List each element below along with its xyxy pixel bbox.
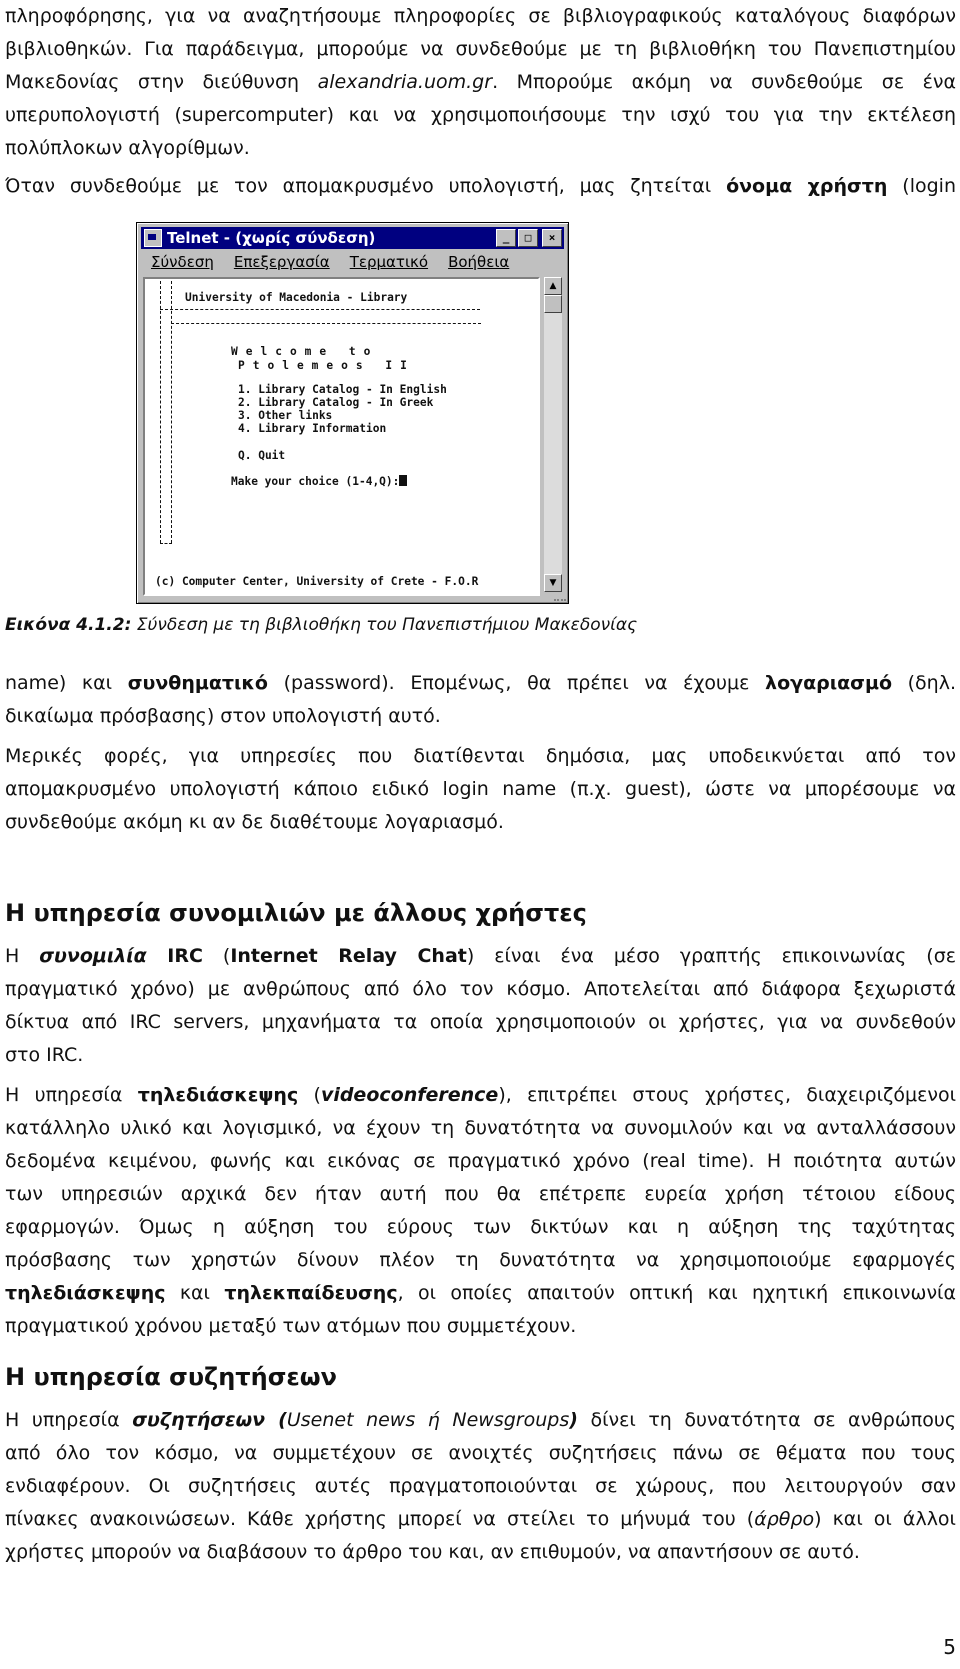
minimize-button[interactable]: _ [496,229,516,247]
paragraph-login: Όταν συνδεθούμε με τον απομακρυσμένο υπολογιστή, μας ζητείται όνομα χρήστη (login [5,175,956,197]
text-line: Μερικές φορές, για υπηρεσίες που διατίθενται δημόσια, μας υποδεικνύεται από τον [5,745,956,767]
resize-grip-icon[interactable] [554,591,566,601]
text-line: υπερυπολογιστή (supercomputer) και να χρησιμοποιήσουμε την ισχύ του για την εκτέλεση [5,104,956,126]
vertical-scrollbar[interactable] [544,277,562,592]
terminal-option: 3. Other links [238,409,333,422]
library-url[interactable]: alexandria.uom.gr [317,71,493,93]
menu-item-connect[interactable]: Σύνδεση [151,253,214,271]
figure-caption: Εικόνα 4.1.2: Σύνδεση με τη βιβλιοθήκη του Πανεπιστήμιου Μακεδονίας [5,615,638,635]
menu-item-edit[interactable]: Επεξεργασία [233,253,330,271]
scroll-down-icon[interactable]: ▼ [544,574,562,592]
terminal-header: University of Macedonia - Library [185,291,408,304]
text-line: κατάλληλο υλικό και λογισμικό, να έχουν τη δυνατότητα να συνομιλούν και να ανταλλάσσουν [5,1117,956,1139]
border-line [160,543,172,544]
text-line: πληροφόρησης, για να αναζητήσουμε πληροφορίες σε βιβλιογραφικούς καταλόγους διαφόρων [5,5,956,27]
text-line: πίνακες ανακοινώσεων. Κάθε χρήστης μπορεί να στείλει το μήνυμά του (άρθρο) και οι άλλοι [5,1508,956,1530]
text-cursor [399,475,407,486]
menu-item-help[interactable]: Βοήθεια [448,253,510,271]
text-line: πολύπλοκων αλγορίθμων. [5,137,250,159]
terminal-option: 1. Library Catalog - In English [238,383,447,396]
terminal-option: 4. Library Information [238,422,387,435]
text-line: από όλο τον κόσμο, να συμμετέχουν σε ανοιχτές συζητήσεις πάνω σε θέματα που τους [5,1442,956,1464]
text-line: χρήστες μπορούν να διαβάσουν το άρθρο του και, αν επιθυμούν, να απαντήσουν σε αυτό. [5,1541,860,1563]
terminal-footer: (c) Computer Center, University of Crete - F.O.R [155,575,479,588]
text-line: πραγματικού χρόνου μεταξύ των ατόμων που συμμετέχουν. [5,1315,577,1337]
telnet-app-icon[interactable] [144,229,162,247]
terminal-welcome: Welcome to [231,345,379,358]
telnet-title-bar[interactable] [141,227,564,249]
text-line: δεδομένα κειμένου, φωνής και εικόνας σε πραγματικό χρόνο (real time). Η ποιότητα αυτών [5,1150,956,1172]
border-line [171,323,481,324]
text-line: βιβλιοθηκών. Για παράδειγμα, μπορούμε να συνδεθούμε με τη βιβλιοθήκη του Πανεπιστημίου [5,38,956,60]
text-line: δικαίωμα πρόσβασης) στον υπολογιστή αυτό. [5,705,441,727]
menu-item-terminal[interactable]: Τερματικό [349,253,429,271]
text-line: τηλεδιάσκεψης και τηλεκπαίδευσης, οι οποίες απαιτούν οπτική και ηχητική επικοινωνία [5,1282,957,1304]
heading-chat-service: Η υπηρεσία συνομιλιών με άλλους χρήστες [5,899,587,927]
border-line [160,309,480,310]
close-button[interactable]: × [542,229,562,247]
terminal-prompt: Make your choice (1-4,Q): [231,475,407,488]
text-line: εφαρμογών. Όμως η αύξηση του εύρους των δικτύων και η αύξηση της ταχύτητας [5,1216,956,1238]
scroll-up-icon[interactable]: ▲ [544,277,562,295]
text-line: συνδεθούμε ακόμη κι αν δε διαθέτουμε λογαριασμό. [5,811,504,833]
text-line: Η υπηρεσία τηλεδιάσκεψης (videoconference), επιτρέπει στους χρήστες, διαχειριζόμενοι [5,1084,957,1106]
heading-newsgroups-service: Η υπηρεσία συζητήσεων [5,1363,337,1391]
text-line: πραγματικό χρόνο) με ανθρώπους από όλο τον κόσμο. Αποτελείται από διάφορα ξεχωριστά [5,978,956,1000]
text-line: δίκτυα από IRC servers, μηχανήματα τα οποία χρησιμοποιούν οι χρήστες, για να συνδεθούν [5,1011,956,1033]
terminal-screen[interactable] [143,277,540,596]
border-line [160,281,161,543]
telnet-title: Telnet - (χωρίς σύνδεση) [167,229,376,247]
terminal-option: 2. Library Catalog - In Greek [238,396,434,409]
text-line: Μακεδονίας στην διεύθυνση alexandria.uom.gr. Μπορούμε ακόμη να συνδεθούμε σε ένα [5,71,956,93]
text-line: απομακρυσμένο υπολογιστή κάποιο ειδικό login name (π.χ. guest), ώστε να μπορέσουμε να [5,778,956,800]
terminal-quit-option: Q. Quit [238,449,286,462]
text-line: στο IRC. [5,1044,84,1066]
terminal-system-name: Ptolemeos II [238,359,415,372]
text-line: των υπηρεσιών αρχικά δεν ήταν αυτή που θα επέτρεπε ευρεία χρήση τέτοιου είδους [5,1183,956,1205]
text-line: Η συνομιλία IRC (Internet Relay Chat) είναι ένα μέσο γραπτής επικοινωνίας (σε [5,945,957,967]
maximize-button[interactable]: □ [518,229,538,247]
scroll-thumb[interactable] [544,295,562,313]
text-line: ενδιαφέρουν. Οι συζητήσεις αυτές πραγματοποιούνται σε χώρους, που λειτουργούν σαν [5,1475,956,1497]
page-number: 5 [943,1635,956,1659]
telnet-window [136,222,569,604]
text-line: πρόσβασης των χρηστών δίνουν πλέον τη δυνατότητα να χρησιμοποιούμε εφαρμογές [5,1249,956,1271]
telnet-menu-bar [141,251,564,273]
border-line [171,281,172,543]
text-line: Η υπηρεσία συζητήσεων (Usenet news ή Newsgroups) δίνει τη δυνατότητα σε ανθρώπους [5,1409,956,1431]
text-line: name) και συνθηματικό (password). Επομένως, θα πρέπει να έχουμε λογαριασμό (δηλ. [5,672,957,694]
